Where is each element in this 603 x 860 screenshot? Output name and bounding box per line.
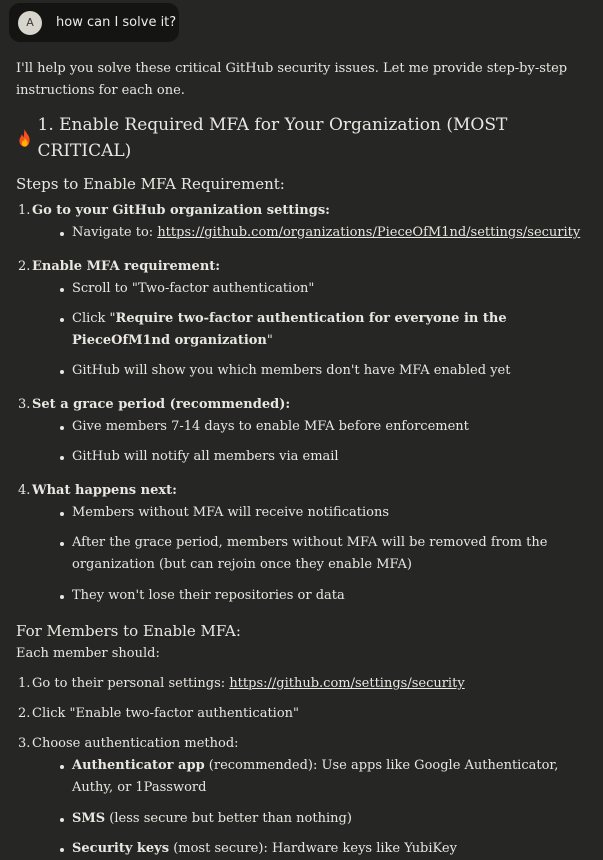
list-item bbox=[32, 532, 591, 576]
bullet-prefix: Navigate to: bbox=[72, 225, 158, 240]
section2-intro: Each member should: bbox=[16, 646, 160, 661]
bullet-text: Scroll to "Two-factor authentication" bbox=[72, 281, 315, 296]
org-security-settings-link[interactable]: https://github.com/organizations/PieceOfM1nd/settings/security bbox=[157, 225, 581, 240]
list-item bbox=[16, 480, 591, 607]
intro-text: I'll help you solve these critical GitHub security issues. Let me provide step-by-step instructions for each one. bbox=[16, 61, 568, 98]
list-item bbox=[32, 585, 591, 607]
list-item bbox=[32, 808, 591, 830]
mfa-steps-list bbox=[16, 200, 591, 607]
step-title: What happens next: bbox=[32, 483, 177, 498]
step-number: 1. bbox=[18, 676, 31, 691]
bullet-text: (less secure but better than nothing) bbox=[105, 811, 352, 826]
bullet-bold: SMS bbox=[72, 811, 106, 826]
bullet-text: Give members 7-14 days to enable MFA before enforcement bbox=[72, 419, 469, 434]
step-number: 4. bbox=[18, 483, 31, 498]
bullet-text: They won't lose their repositories or data bbox=[72, 588, 345, 603]
list-item bbox=[32, 360, 591, 382]
step-number: 3. bbox=[18, 736, 31, 751]
step-number: 3. bbox=[18, 397, 31, 412]
list-item bbox=[32, 278, 591, 300]
list-item bbox=[32, 222, 591, 244]
list-item bbox=[32, 308, 591, 352]
user-avatar[interactable]: A bbox=[18, 11, 42, 35]
member-mfa-steps-list bbox=[16, 673, 591, 860]
bullet-suffix: " bbox=[266, 333, 273, 348]
bullet-text: (recommended): Use apps like Google Authenticator, Authy, or 1Password bbox=[72, 758, 559, 795]
list-item bbox=[32, 502, 591, 524]
list-item bbox=[32, 416, 591, 438]
step-text: Click "Enable two-factor authentication" bbox=[32, 706, 300, 721]
fire-icon bbox=[16, 128, 34, 148]
list-item bbox=[32, 755, 591, 799]
assistant-response bbox=[16, 58, 591, 860]
bullet-text: GitHub will notify all members via email bbox=[72, 449, 339, 464]
personal-security-settings-link[interactable]: https://github.com/settings/security bbox=[229, 676, 465, 691]
user-message-text: how can I solve it? bbox=[56, 15, 177, 30]
bullet-text: After the grace period, members without MFA will be removed from the organization (but can rejoin once they enable MFA) bbox=[72, 535, 548, 572]
list-item bbox=[16, 673, 591, 695]
list-item bbox=[16, 200, 591, 244]
bullet-text: (most secure): Hardware keys like YubiKey bbox=[169, 841, 457, 856]
step-text: Go to their personal settings: bbox=[32, 676, 230, 691]
list-item bbox=[16, 256, 591, 382]
list-item bbox=[16, 733, 591, 860]
list-item bbox=[32, 838, 591, 860]
bullet-bold: Security keys bbox=[72, 841, 170, 856]
step-title: Go to your GitHub organization settings: bbox=[32, 203, 330, 218]
bullet-text: GitHub will show you which members don't have MFA enabled yet bbox=[72, 363, 511, 378]
section1-heading bbox=[16, 112, 591, 164]
step-number: 2. bbox=[18, 706, 31, 721]
step-title: Set a grace period (recommended): bbox=[32, 397, 291, 412]
steps-heading: Steps to Enable MFA Requirement: bbox=[16, 175, 285, 193]
section2-heading: For Members to Enable MFA: bbox=[16, 622, 241, 640]
bullet-bold: Require two-factor authentication for everyone in the PieceOfM1nd organization bbox=[72, 311, 507, 348]
bullet-text: Members without MFA will receive notifications bbox=[72, 505, 390, 520]
step-number: 2. bbox=[18, 259, 31, 274]
list-item bbox=[16, 703, 591, 725]
section1-heading-text: 1. Enable Required MFA for Your Organization (MOST CRITICAL) bbox=[37, 115, 508, 161]
step-title: Enable MFA requirement: bbox=[32, 259, 221, 274]
step-text: Choose authentication method: bbox=[32, 736, 239, 751]
step-number: 1. bbox=[18, 203, 31, 218]
bullet-bold: Authenticator app bbox=[72, 758, 205, 773]
list-item bbox=[32, 446, 591, 468]
user-message-bubble bbox=[9, 3, 179, 42]
list-item bbox=[16, 394, 591, 468]
bullet-prefix: Click " bbox=[72, 311, 116, 326]
